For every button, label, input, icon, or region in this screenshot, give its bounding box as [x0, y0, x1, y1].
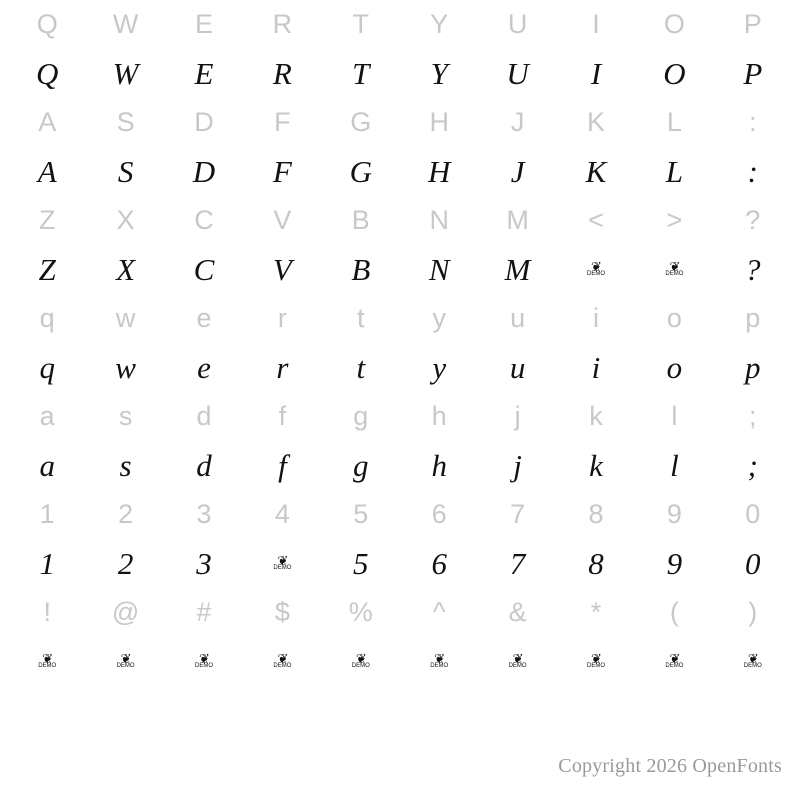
demo-leaf-icon: ❦	[277, 553, 288, 568]
specimen-glyph: O	[663, 55, 686, 91]
demo-leaf-icon: ❦	[277, 651, 288, 666]
demo-word-label: DEMO	[586, 663, 605, 669]
specimen-glyph: Y	[430, 55, 448, 91]
demo-leaf-icon: ❦	[669, 651, 680, 666]
key-label: Q	[36, 8, 58, 39]
specimen-glyph: 1	[39, 545, 55, 581]
specimen-glyph: j	[513, 447, 522, 483]
specimen-glyph: u	[509, 349, 526, 385]
key-label: Y	[430, 8, 449, 39]
key-label: C	[194, 204, 214, 235]
specimen-glyph: l	[670, 447, 679, 483]
key-label: u	[510, 302, 526, 333]
specimen-glyph: D	[192, 153, 216, 189]
demo-watermark-glyph	[38, 652, 56, 670]
key-label: S	[116, 106, 135, 137]
key-label: 8	[588, 498, 604, 529]
key-label: F	[274, 106, 291, 137]
specimen-glyph: h	[431, 447, 447, 483]
key-label: L	[666, 106, 682, 137]
demo-word-label: DEMO	[194, 663, 213, 669]
demo-leaf-icon: ❦	[199, 651, 209, 666]
key-label: r	[277, 302, 287, 333]
key-label: w	[115, 302, 136, 333]
specimen-glyph: f	[278, 447, 287, 483]
keyboard-key-row	[8, 294, 792, 342]
specimen-row-pair	[8, 0, 792, 98]
key-label: A	[38, 106, 57, 137]
key-label: %	[348, 596, 373, 627]
demo-word-label: DEMO	[273, 663, 292, 669]
demo-word-label: DEMO	[665, 663, 684, 669]
specimen-glyph: 9	[666, 545, 683, 581]
specimen-glyph: k	[589, 447, 603, 483]
key-label: j	[514, 400, 521, 431]
key-label: 5	[353, 498, 369, 529]
key-label: G	[350, 106, 372, 137]
key-label: V	[273, 204, 292, 235]
demo-watermark-glyph	[587, 260, 605, 278]
key-label: I	[592, 8, 600, 39]
key-label: 0	[745, 498, 761, 529]
specimen-glyph: U	[506, 55, 529, 91]
specimen-glyph: A	[37, 153, 57, 189]
key-label: T	[352, 8, 370, 39]
demo-word-label: DEMO	[586, 271, 605, 277]
specimen-glyph: g	[353, 447, 369, 483]
specimen-glyph: J	[510, 153, 525, 189]
keyboard-key-row	[8, 588, 792, 636]
demo-word-label: DEMO	[665, 271, 684, 277]
specimen-glyph: a	[39, 447, 55, 483]
key-label: O	[663, 8, 685, 39]
key-label: P	[743, 8, 762, 39]
demo-watermark-glyph	[430, 652, 448, 670]
specimen-glyph: t	[356, 349, 366, 385]
specimen-glyph: w	[115, 349, 136, 385]
key-label: M	[506, 204, 529, 235]
specimen-glyph: 7	[509, 545, 526, 581]
specimen-glyph: K	[585, 153, 607, 189]
demo-leaf-icon: ❦	[355, 651, 366, 666]
key-label: y	[432, 302, 446, 333]
specimen-glyph: W	[112, 55, 139, 91]
specimen-glyph: i	[591, 349, 601, 385]
key-label: )	[748, 596, 758, 627]
demo-watermark-glyph	[352, 652, 370, 670]
specimen-glyph: 2	[117, 545, 134, 581]
specimen-glyph: r	[276, 349, 289, 385]
demo-word-label: DEMO	[116, 663, 135, 669]
demo-word-label: DEMO	[508, 663, 527, 669]
key-label: K	[586, 106, 605, 137]
specimen-glyph: L	[665, 153, 684, 189]
specimen-glyph: 6	[431, 545, 447, 581]
glyph-row	[8, 538, 792, 588]
key-label: 2	[118, 498, 134, 529]
key-label: #	[196, 596, 212, 627]
specimen-glyph: N	[428, 251, 450, 287]
keyboard-key-row	[8, 392, 792, 440]
key-label: @	[111, 596, 140, 627]
glyph-row	[8, 244, 792, 294]
key-label: t	[357, 302, 365, 333]
specimen-row-pair	[8, 588, 792, 686]
specimen-glyph: B	[351, 251, 371, 287]
demo-leaf-icon: ❦	[591, 651, 601, 666]
specimen-glyph: s	[119, 447, 132, 483]
glyph-row	[8, 146, 792, 196]
demo-leaf-icon: ❦	[669, 259, 680, 274]
key-label: R	[272, 8, 293, 39]
key-label: E	[194, 8, 213, 39]
specimen-glyph: V	[272, 251, 292, 287]
specimen-glyph: Q	[36, 55, 59, 91]
demo-watermark-glyph	[665, 260, 683, 278]
key-label: q	[39, 302, 55, 333]
specimen-glyph: R	[272, 55, 292, 91]
demo-watermark-glyph	[195, 652, 213, 670]
specimen-glyph: q	[39, 349, 55, 385]
key-label: $	[274, 596, 290, 627]
specimen-glyph: G	[349, 153, 372, 189]
key-label: k	[589, 400, 603, 431]
specimen-row-pair	[8, 294, 792, 392]
key-label: 1	[39, 498, 55, 529]
specimen-glyph: I	[590, 55, 602, 91]
demo-watermark-glyph	[509, 652, 527, 670]
glyph-row	[8, 636, 792, 686]
specimen-glyph: 0	[745, 545, 761, 581]
key-label: ?	[745, 204, 761, 235]
demo-leaf-icon: ❦	[120, 651, 131, 666]
key-label: :	[749, 106, 757, 137]
key-label: l	[671, 400, 678, 431]
specimen-glyph: S	[117, 153, 134, 189]
demo-watermark-glyph	[273, 652, 291, 670]
key-label: ^	[432, 596, 446, 627]
specimen-glyph: E	[194, 55, 214, 91]
glyph-row	[8, 48, 792, 98]
specimen-glyph: T	[352, 55, 370, 91]
key-label: f	[278, 400, 287, 431]
key-label: N	[429, 204, 449, 235]
key-label: >	[666, 204, 683, 235]
glyph-row	[8, 342, 792, 392]
specimen-glyph: p	[745, 349, 761, 385]
specimen-glyph: 3	[196, 545, 212, 581]
demo-word-label: DEMO	[38, 663, 57, 669]
copyright-notice: Copyright 2026 OpenFonts	[558, 755, 782, 777]
key-label: i	[592, 302, 599, 333]
key-label: 4	[274, 498, 290, 529]
key-label: X	[116, 204, 135, 235]
key-label: p	[745, 302, 761, 333]
demo-leaf-icon: ❦	[42, 651, 53, 666]
key-label: Z	[38, 204, 56, 235]
specimen-glyph: H	[428, 153, 451, 189]
specimen-glyph: :	[747, 153, 758, 189]
specimen-glyph: ;	[747, 447, 758, 483]
key-label: ;	[749, 400, 757, 431]
key-label: <	[588, 204, 604, 235]
key-label: *	[590, 596, 602, 627]
demo-leaf-icon: ❦	[747, 651, 758, 666]
specimen-glyph: X	[116, 251, 136, 287]
key-label: D	[194, 106, 214, 137]
demo-leaf-icon: ❦	[591, 259, 601, 274]
key-label: o	[666, 302, 682, 333]
specimen-glyph: Z	[38, 251, 56, 287]
demo-watermark-glyph	[117, 652, 135, 670]
key-label: a	[39, 400, 55, 431]
specimen-row-pair	[8, 392, 792, 490]
demo-watermark-glyph	[744, 652, 762, 670]
specimen-glyph: M	[504, 251, 531, 287]
specimen-glyph: o	[666, 349, 683, 385]
key-label: H	[429, 106, 449, 137]
demo-watermark-glyph	[665, 652, 683, 670]
key-label: 7	[510, 498, 526, 529]
specimen-row-pair	[8, 98, 792, 196]
key-label: e	[196, 302, 212, 333]
glyph-row	[8, 440, 792, 490]
specimen-row-pair	[8, 196, 792, 294]
key-label: &	[508, 596, 527, 627]
keyboard-key-row	[8, 0, 792, 48]
specimen-glyph: y	[432, 349, 447, 385]
keyboard-key-row	[8, 490, 792, 538]
specimen-glyph: d	[196, 447, 212, 483]
key-label: !	[43, 596, 51, 627]
key-label: U	[507, 8, 528, 39]
keyboard-key-row	[8, 98, 792, 146]
specimen-glyph: 5	[353, 545, 369, 581]
key-label: h	[431, 400, 447, 431]
specimen-glyph: F	[272, 153, 292, 189]
specimen-row-pair	[8, 490, 792, 588]
demo-word-label: DEMO	[430, 663, 449, 669]
key-label: 6	[431, 498, 447, 529]
demo-watermark-glyph	[273, 554, 291, 572]
demo-leaf-icon: ❦	[512, 651, 523, 666]
keyboard-key-row	[8, 196, 792, 244]
key-label: W	[112, 8, 139, 39]
key-label: J	[510, 106, 525, 137]
key-label: s	[118, 400, 133, 431]
key-label: d	[196, 400, 212, 431]
key-label: 9	[666, 498, 682, 529]
demo-word-label: DEMO	[351, 663, 370, 669]
key-label: (	[669, 596, 679, 627]
key-label: g	[353, 400, 369, 431]
specimen-glyph: C	[193, 251, 215, 287]
specimen-glyph: 8	[588, 545, 604, 581]
specimen-glyph: ?	[745, 251, 761, 287]
specimen-glyph: e	[197, 349, 211, 385]
key-label: B	[351, 204, 370, 235]
demo-leaf-icon: ❦	[434, 651, 445, 666]
specimen-glyph: P	[743, 55, 763, 91]
demo-word-label: DEMO	[743, 663, 762, 669]
key-label: 3	[196, 498, 212, 529]
demo-watermark-glyph	[587, 652, 605, 670]
demo-word-label: DEMO	[273, 565, 292, 571]
